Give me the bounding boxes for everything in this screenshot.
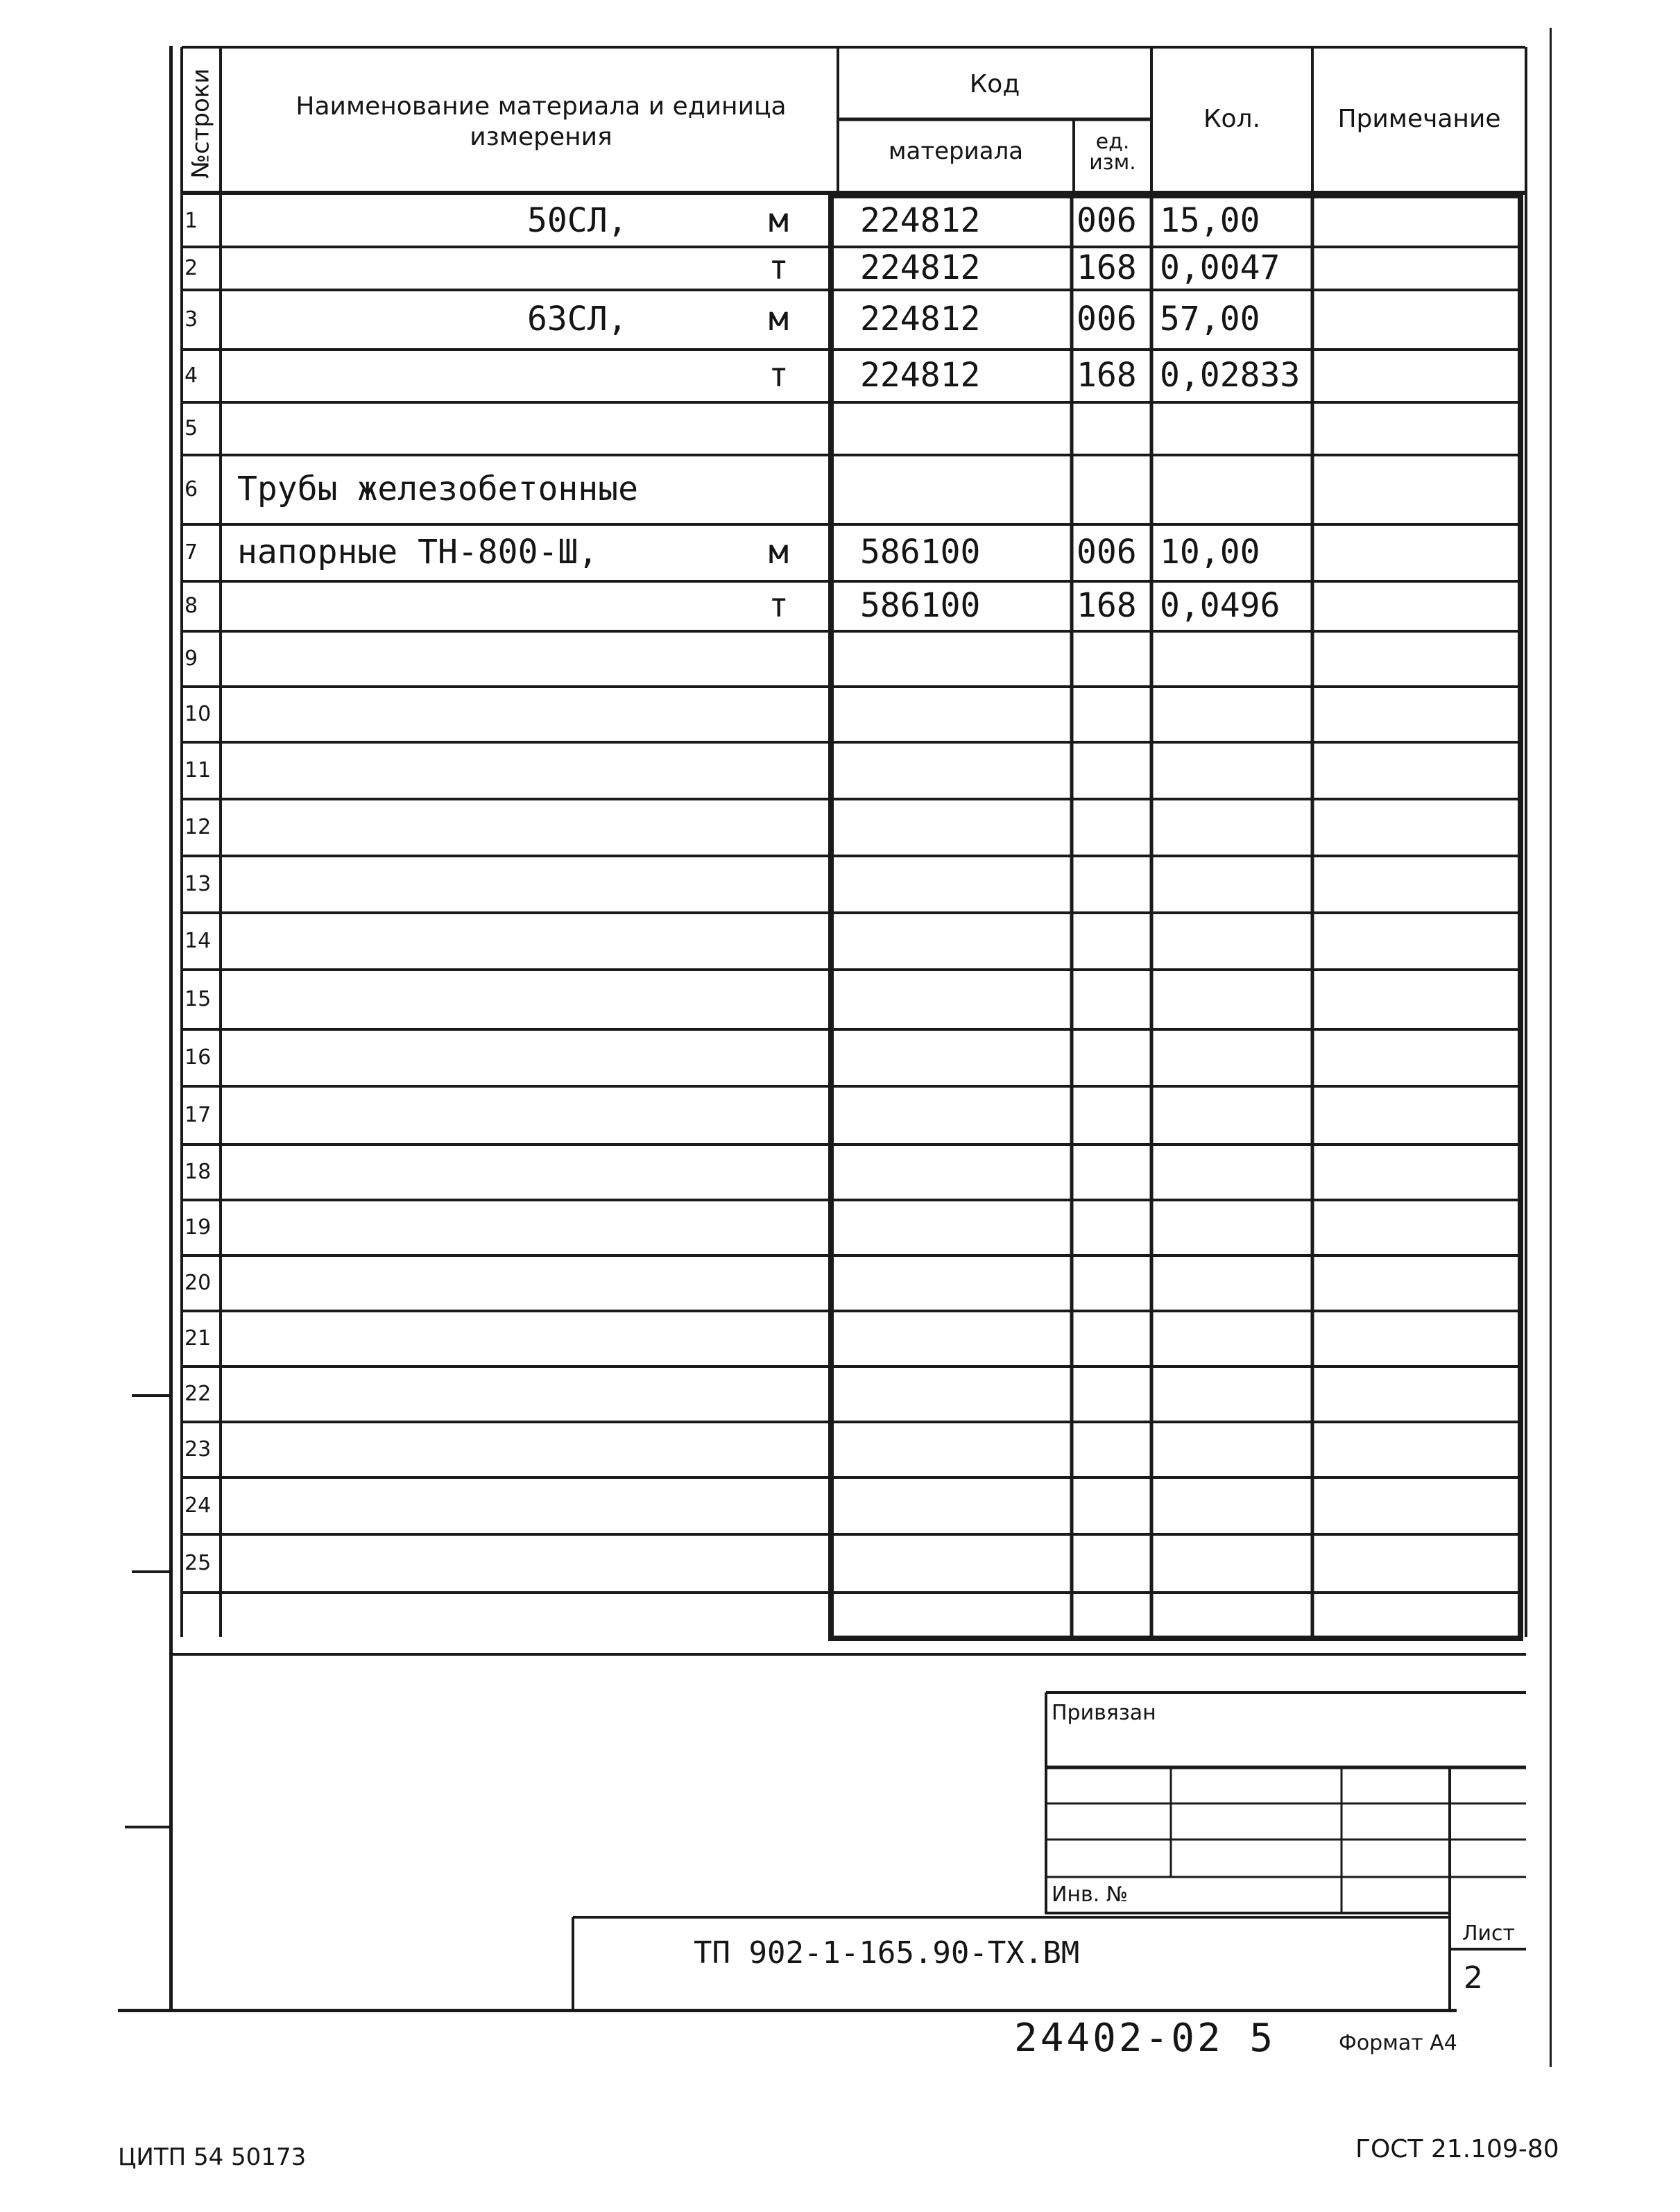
unit-of-measure: м [769, 533, 789, 572]
material-code: 586100 [860, 586, 981, 625]
row-number: 11 [185, 758, 212, 782]
row-number: 19 [185, 1215, 212, 1240]
sheet-number: 2 [1464, 1960, 1483, 1996]
name-column-header: Наименование материала и единица измерения [295, 92, 787, 151]
row-number: 3 [185, 307, 198, 332]
note-column-header: Примечание [1337, 105, 1501, 133]
row-number: 12 [185, 815, 212, 839]
document-designation: ТП 902-1-165.90-ТХ.ВМ [694, 1935, 1080, 1971]
row-number: 7 [185, 540, 198, 565]
standard-reference: ГОСТ 21.109-80 [1355, 2135, 1559, 2163]
row-number: 1 [185, 209, 198, 233]
quantity: 15,00 [1160, 201, 1260, 240]
row-number: 15 [185, 987, 212, 1011]
unit-of-measure: м [769, 300, 789, 338]
code-column-header: Код [969, 70, 1020, 98]
row-number: 16 [185, 1045, 212, 1070]
row-number: 21 [185, 1326, 212, 1351]
material-code: 224812 [860, 248, 981, 287]
sheet-label: Лист [1462, 1921, 1516, 1946]
quantity: 57,00 [1160, 300, 1260, 338]
quantity: 0,0047 [1160, 248, 1280, 287]
row-number: 17 [185, 1103, 212, 1127]
row-number: 9 [185, 646, 198, 671]
unit-of-measure: м [769, 201, 789, 240]
quantity: 0,02833 [1160, 356, 1301, 395]
format-label: Формат А4 [1339, 2031, 1457, 2055]
row-number: 24 [185, 1493, 212, 1518]
quantity: 10,00 [1160, 533, 1260, 572]
row-number: 22 [185, 1382, 212, 1406]
row-number: 5 [185, 416, 198, 440]
material-name: Трубы железобетонные [237, 470, 638, 508]
registry-number: ЦИТП 54 50173 [118, 2143, 307, 2171]
unit-code: 006 [1077, 300, 1137, 338]
material-name: 50СЛ, [527, 201, 628, 240]
handwritten-number: 24402-02 5 [1014, 2016, 1276, 2061]
row-number: 6 [185, 477, 198, 501]
quantity-column-header: Кол. [1203, 105, 1261, 133]
row-number: 18 [185, 1160, 212, 1184]
unit-code: 168 [1077, 248, 1137, 287]
material-code: 224812 [860, 356, 981, 395]
unit-of-measure: т [769, 248, 789, 287]
unit-code: 006 [1077, 533, 1137, 572]
unit-of-measure: т [769, 356, 789, 395]
row-number: 10 [185, 702, 212, 726]
unit-code-header: ед. изм. [1089, 130, 1136, 175]
bound-label: Привязан [1052, 1701, 1156, 1725]
row-number: 4 [185, 363, 198, 388]
material-code: 586100 [860, 533, 981, 572]
inventory-number-label: Инв. № [1052, 1883, 1129, 1907]
material-code: 224812 [860, 300, 981, 338]
row-number-header: №строки [187, 68, 215, 179]
unit-code: 006 [1077, 201, 1137, 240]
unit-code: 168 [1077, 356, 1137, 395]
unit-of-measure: т [769, 586, 789, 625]
row-number: 25 [185, 1551, 212, 1575]
material-name: 63СЛ, [527, 300, 628, 338]
row-number: 20 [185, 1271, 212, 1295]
row-number: 8 [185, 594, 198, 618]
material-code-header: материала [888, 137, 1024, 165]
material-name: напорные ТН-800-Ш, [237, 533, 599, 572]
row-number: 23 [185, 1437, 212, 1461]
quantity: 0,0496 [1160, 586, 1280, 625]
material-code: 224812 [860, 201, 981, 240]
row-number: 14 [185, 929, 212, 953]
row-number: 2 [185, 256, 198, 280]
unit-code: 168 [1077, 586, 1137, 625]
row-number: 13 [185, 872, 212, 896]
